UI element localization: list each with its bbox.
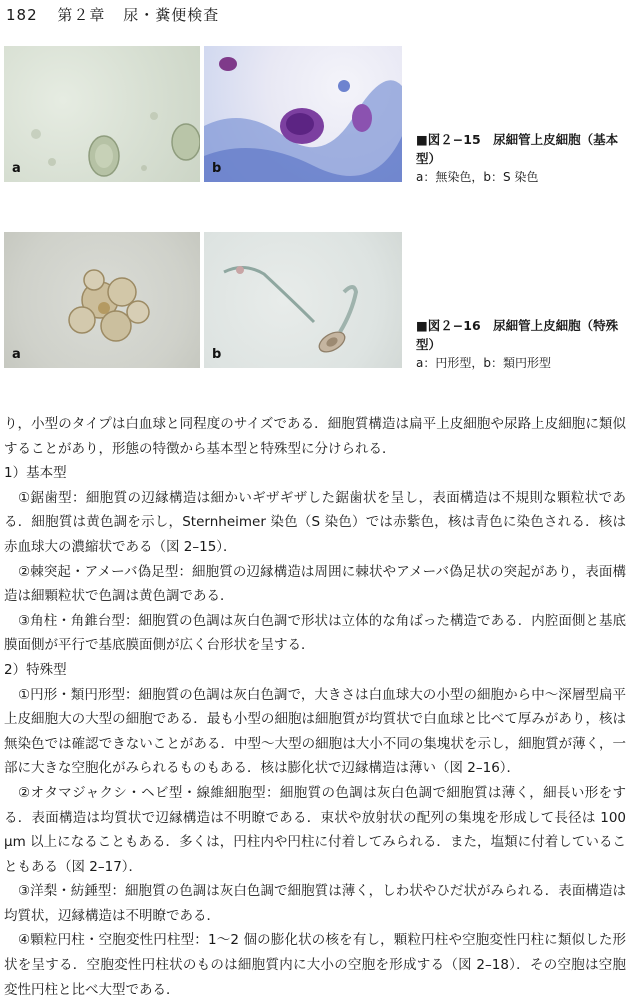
section-heading-basic: 1）基本型 <box>4 465 67 482</box>
paragraph-serrated: ①鋸歯型：細胞質の辺縁構造は細かいギザギザした鋸歯状を呈し，表面構造は不規則な顆粒状である．細胞質は黄色調を示し，Sternheimer 染色（S 染色）では赤紫色，核は青色に染色される．核は赤血球大の濃縮状である（図 2–15）． <box>4 489 626 555</box>
figure-2-15-caption <box>416 130 626 187</box>
figure-2-16-caption <box>416 316 626 373</box>
paragraph-tadpole: ②オタマジャクシ・ヘビ型・線維細胞型：細胞質の色調は灰白色調で細胞質は薄く，細長い形をする．表面構造は均質状で辺縁構造は不明瞭である．束状や放射状の配列の集塊を形成して長径は 100 μm 以上になることもある．多くは，円柱内や円柱に付着してみられる．また，塩類に付着していることもある（図 2–17）． <box>4 784 626 875</box>
paragraph-round: ①円形・類円形型：細胞質の色調は灰白色調で，大きさは白血球大の小型の細胞から中〜深層型扁平上皮細胞大の大型の細胞である．最も小型の細胞は細胞質が均質状で白血球と比べて厚みがあり，核は無染色では確認できないことがある．中型〜大型の細胞は大小不同の集塊状を示し，細胞質が薄く，一部に大きな空胞化がみられるものもある．核は膨化状で辺縁構造は薄い（図 2–16）． <box>4 686 626 777</box>
figure-2-15-panel-b <box>204 46 402 182</box>
panel-label: a <box>12 347 21 362</box>
page-number: 182 <box>6 6 38 24</box>
panel-label: b <box>212 161 222 176</box>
panel-label: a <box>12 161 21 176</box>
chapter-number: 第２章 <box>57 6 106 24</box>
paragraph-spiny: ②棘突起・アメーバ偽足型：細胞質の辺縁構造は周囲に棘状やアメーバ偽足状の突起があり，表面構造は細顆粒状で色調は黄色調である． <box>4 563 626 605</box>
figure-title: ■図２−15 尿細管上皮細胞（基本型） <box>416 132 619 166</box>
panel-label: b <box>212 347 222 362</box>
paragraph-pear: ③洋梨・紡錘型：細胞質の色調は灰白色調で細胞質は薄く，しわ状やひだ状がみられる．表面構造は均質状，辺縁構造は不明瞭である． <box>4 883 626 924</box>
figure-title: ■図２−16 尿細管上皮細胞（特殊型） <box>416 318 619 352</box>
paragraph-granular-cast: ④顆粒円柱・空胞変性円柱型：1〜2 個の膨化状の核を有し，顆粒円柱や空胞変性円柱に類似した形状を呈する．空胞変性円柱状のものは細胞質内に大小の空胞を形成する（図 2–18）．その空胞は空胞変性円柱と比べ大型である． <box>4 932 626 998</box>
stained-cell-micrograph <box>204 46 402 182</box>
body-text <box>4 412 626 1002</box>
round-cell-cluster-micrograph <box>4 232 200 368</box>
figure-2-15-panel-a <box>4 46 200 182</box>
page-header <box>6 4 219 25</box>
figure-subtitle: a：無染色，b：S 染色 <box>416 170 539 184</box>
intro-paragraph: り，小型のタイプは白血球と同程度のサイズである．細胞質構造は扁平上皮細胞や尿路上皮細胞に類似することがあり，形態の特徴から基本型と特殊型に分けられる． <box>4 416 626 457</box>
figure-2-16-panel-b <box>204 232 402 368</box>
oval-cell-micrograph <box>204 232 402 368</box>
figure-subtitle: a：円形型，b：類円形型 <box>416 356 551 370</box>
unstained-cell-micrograph <box>4 46 200 182</box>
paragraph-prism: ③角柱・角錐台型：細胞質の色調は灰白色調で形状は立体的な角ばった構造である．内腔面側と基底膜面側が平行で基底膜面側が広く台形状を呈する． <box>4 612 626 654</box>
chapter-title: 尿・糞便検査 <box>123 6 220 24</box>
figure-2-16-panel-a <box>4 232 200 368</box>
section-heading-special: 2）特殊型 <box>4 661 67 678</box>
